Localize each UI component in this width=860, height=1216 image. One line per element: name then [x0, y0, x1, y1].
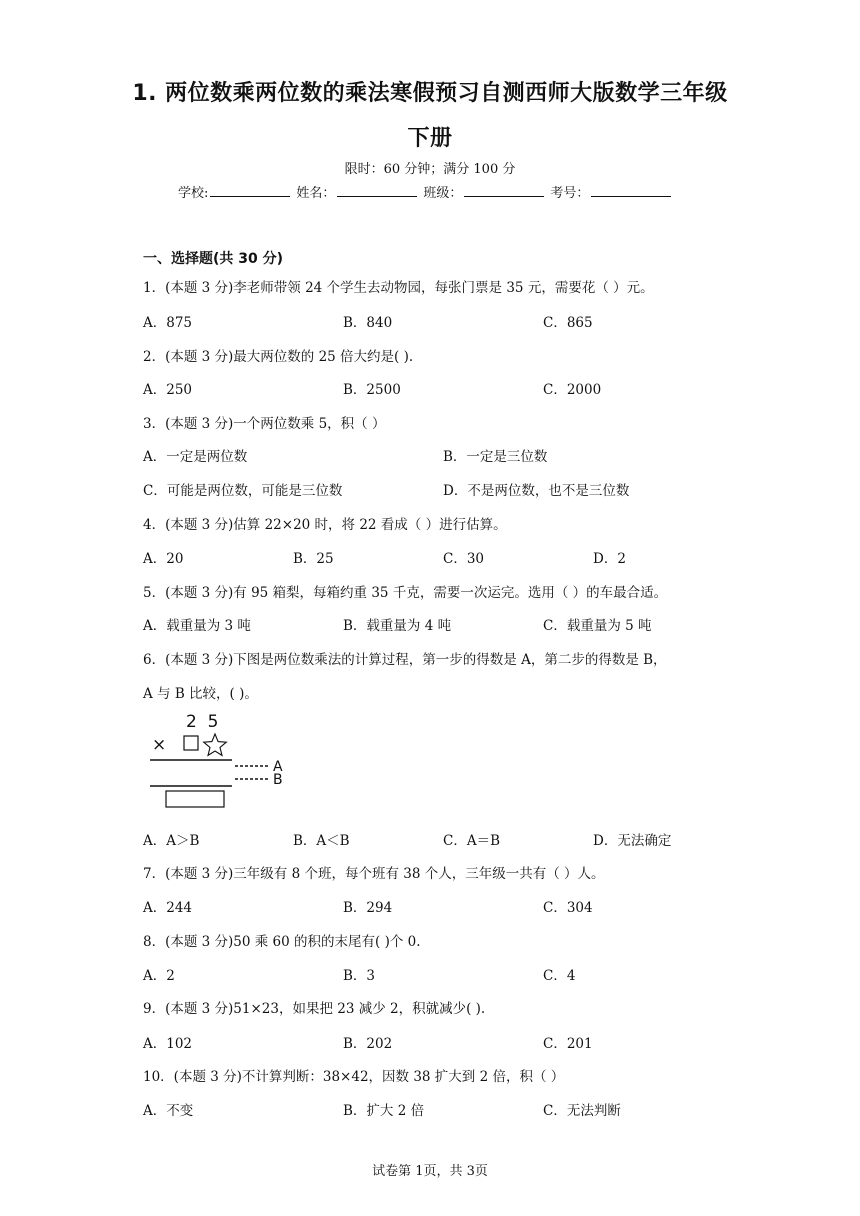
- q4-option-d[interactable]: D．2: [593, 551, 626, 567]
- q1-option-b[interactable]: B．840: [343, 315, 393, 331]
- q3-option-b[interactable]: B．一定是三位数: [443, 449, 548, 465]
- q7-option-b[interactable]: B．294: [343, 900, 393, 916]
- name-label: 姓名：: [296, 186, 336, 201]
- question-7-stem: 7．(本题 3 分)三年级有 8 个班，每个班有 38 个人，三年级一共有（ ）人。: [143, 866, 605, 882]
- q5-option-b[interactable]: B．载重量为 4 吨: [343, 618, 452, 634]
- question-3-stem: 3．(本题 3 分)一个两位数乘 5，积（ ）: [143, 416, 386, 432]
- question-6-stem: 6．(本题 3 分)下图是两位数乘法的计算过程，第一步的得数是 A，第二步的得数是 B，: [143, 652, 667, 668]
- q6-option-a[interactable]: A．A＞B: [143, 833, 200, 849]
- figure-multiplicand: 2 5: [186, 712, 219, 732]
- school-blank[interactable]: [210, 184, 290, 197]
- q9-option-c[interactable]: C．201: [543, 1036, 593, 1052]
- q5-option-c[interactable]: C．载重量为 5 吨: [543, 618, 652, 634]
- exam-title-line2: 下册: [407, 126, 453, 151]
- question-6-stem-continued: A 与 B 比较，( )。: [143, 686, 258, 702]
- q7-option-c[interactable]: C．304: [543, 900, 593, 916]
- exam-no-label: 考号：: [550, 186, 590, 201]
- q8-option-c[interactable]: C．4: [543, 968, 576, 984]
- q3-option-c[interactable]: C．可能是两位数，可能是三位数: [143, 483, 343, 499]
- question-8-stem: 8．(本题 3 分)50 乘 60 的积的末尾有( )个 0.: [143, 934, 421, 950]
- q10-option-b[interactable]: B．扩大 2 倍: [343, 1103, 425, 1119]
- figure-label-b: B: [273, 772, 283, 788]
- q4-option-b[interactable]: B．25: [293, 551, 334, 567]
- exam-no-blank[interactable]: [591, 184, 671, 197]
- page-footer: 试卷第 1页，共 3页: [372, 1164, 488, 1179]
- q10-option-a[interactable]: A．不变: [143, 1103, 194, 1119]
- time-score-line: 限时：60 分钟；满分 100 分: [344, 162, 516, 177]
- figure-label-a: A: [273, 759, 283, 775]
- section-heading: 一、选择题(共 30 分): [143, 251, 284, 267]
- figure-square-box: [184, 736, 198, 750]
- q7-option-a[interactable]: A．244: [143, 900, 193, 916]
- q6-option-b[interactable]: B．A＜B: [293, 833, 350, 849]
- name-blank[interactable]: [337, 184, 417, 197]
- question-5-stem: 5．(本题 3 分)有 95 箱梨，每箱约重 35 千克，需要一次运完。选用（ ）的车最合适。: [143, 585, 668, 601]
- question-9-stem: 9．(本题 3 分)51×23，如果把 23 减少 2，积就减少( ).: [143, 1001, 486, 1017]
- figure-answer-box: [166, 791, 224, 807]
- question-4-stem: 4．(本题 3 分)估算 22×20 时，将 22 看成（ ）进行估算。: [143, 517, 507, 533]
- question-10-stem: 10．(本题 3 分)不计算判断：38×42，因数 38 扩大到 2 倍，积（ ）: [143, 1069, 565, 1085]
- q2-option-c[interactable]: C．2000: [543, 382, 602, 398]
- class-label: 班级：: [423, 186, 463, 201]
- q4-option-a[interactable]: A．20: [143, 551, 184, 567]
- q10-option-c[interactable]: C．无法判断: [543, 1103, 621, 1119]
- q6-option-c[interactable]: C．A＝B: [443, 833, 500, 849]
- q3-option-a[interactable]: A．一定是两位数: [143, 449, 248, 465]
- q1-option-c[interactable]: C．865: [543, 315, 593, 331]
- q9-option-b[interactable]: B．202: [343, 1036, 393, 1052]
- multiplication-figure: [140, 705, 300, 815]
- q8-option-a[interactable]: A．2: [143, 968, 175, 984]
- q2-option-b[interactable]: B．2500: [343, 382, 401, 398]
- school-label: 学校:: [178, 186, 209, 201]
- q5-option-a[interactable]: A．载重量为 3 吨: [143, 618, 251, 634]
- question-2-stem: 2．(本题 3 分)最大两位数的 25 倍大约是( ).: [143, 349, 414, 365]
- q4-option-c[interactable]: C．30: [443, 551, 485, 567]
- q3-option-d[interactable]: D．不是两位数，也不是三位数: [443, 483, 630, 499]
- q9-option-a[interactable]: A．102: [143, 1036, 193, 1052]
- q6-option-d[interactable]: D．无法确定: [593, 833, 672, 849]
- class-blank[interactable]: [464, 184, 544, 197]
- exam-title-line1: 1. 两位数乘两位数的乘法寒假预习自测西师大版数学三年级: [132, 81, 728, 106]
- figure-star-icon: [204, 734, 227, 755]
- figure-times-sign: ×: [152, 735, 167, 755]
- q2-option-a[interactable]: A．250: [143, 382, 193, 398]
- student-info-line: [178, 182, 677, 201]
- q8-option-b[interactable]: B．3: [343, 968, 376, 984]
- q1-option-a[interactable]: A．875: [143, 315, 193, 331]
- question-1-stem: 1．(本题 3 分)李老师带领 24 个学生去动物园，每张门票是 35 元，需要花（ ）元。: [143, 280, 654, 296]
